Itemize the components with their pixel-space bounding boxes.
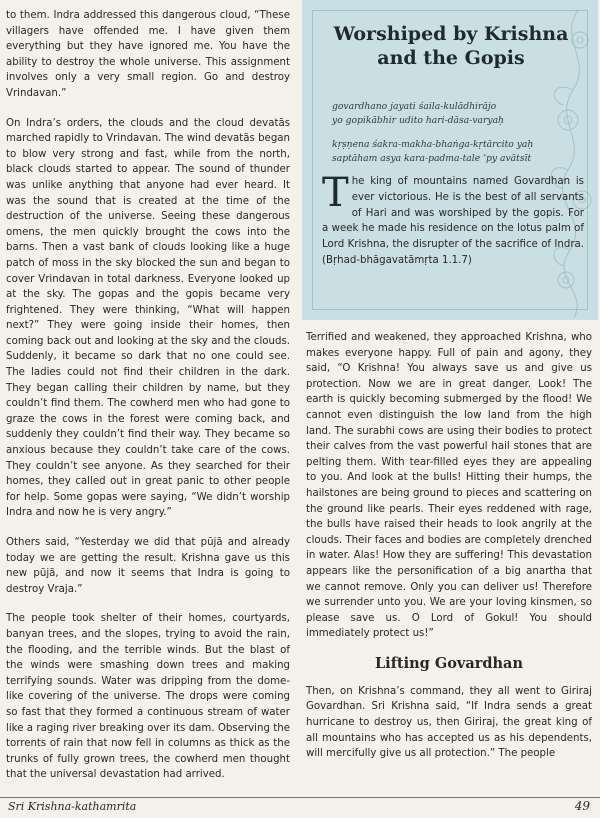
verse-line: saptāham asya kara-padma-tale ’py avātsīt: [332, 153, 532, 164]
paragraph: On Indra’s orders, the clouds and the cloud devatās marched rapidly to Vrindavan. The wind devatās began to blow very strong and fast, while from the north, black clouds started to appear. The sound of thunder was unlike anything that anyone had ever heard. It was the sound that is created at the time of the destruction of the universe. Seeing these dangerous omens, the men quickly brought the cows into the barns. Then a vast bank of clouds looking like a huge patch of moss in the sky blocked the sun and began to cover Vrindavan in total darkness. Everyone looked up at the sky. The gopas and the gopis became very frightened. They were thinking, “What will happen next?” They were going inside their homes, then coming back out and looking at the sky and the clouds. Suddenly, it became so dark that no one could see. The ladies could not find their children in the dark. They began calling their children by name, but they couldn’t find them. The cowherd men who had gone to graze the cows in the forest were coming back, and suddenly they couldn’t find their way. They became so anxious because they couldn’t take care of the cows. They couldn’t see anyone. As they searched for their homes, they called out in great panic to other people for help. Some gopas were saying, “We didn’t worship Indra and now he is very angry.”: [6, 117, 290, 519]
page-number: 49: [574, 799, 590, 813]
sidebar-title: Worshiped by Krishna and the Gopis: [333, 23, 569, 69]
sidebar-box: [302, 0, 598, 320]
paragraph: The people took shelter of their homes, courtyards, banyan trees, and the slopes, trying to avoid the rain, the flooding, and the terrible winds. But the blast of the winds were smashing down trees and making terrifying sounds. Water was dripping from the dome-like covering of the universe. The drops were coming so fast that they formed a continuous stream of water like a raging river breaking over its dam. Observing the torrents of rain that now fell in columns as thick as the trunks of fully grown trees, the cowherd men thought that the universal devastation had arrived.: [6, 613, 290, 781]
footer-divider: [0, 797, 600, 798]
page-footer: [0, 797, 600, 818]
running-title: Sri Krishna-kathamrita: [8, 800, 137, 813]
paragraph: Others said, “Yesterday we did that pūjā and already today we are getting the result. Krishna gave us this new pūjā, and now it seems that Indra is going to destroy Vraja.”: [6, 537, 290, 595]
sanskrit-verse-part1: [332, 100, 582, 128]
sanskrit-verse-part2: [332, 138, 582, 166]
translation-text: he king of mountains named Govardhan is ever victorious. He is the best of all servants of Hari and was worshiped by the gopis. For a week he made his residence on the lotus palm of Lord Krishna, the disrupter of the sacrifice of Indra. (Bṛhad-bhāgavatāmṛta 1.1.7): [322, 176, 584, 266]
right-column: [306, 330, 592, 762]
paragraph: to them. Indra addressed this dangerous cloud, “These villagers have offended me. I have given them everything but they have ignored me. You have the ability to destroy the whole universe. This assignment involves only a very small region. Go and destroy Vrindavan.”: [6, 10, 290, 99]
paragraph: Terrified and weakened, they approached Krishna, who makes everyone happy. Full of pain and agony, they said, “O Krishna! You always save us and give us protection. Now we are in great danger. Look! The earth is quickly becoming submerged by the flood! We cannot even distinguish the low land from the high land. The surabhi cows are using their bodies to protect their calves from the vast powerful hail stones that are pelting them. With tear-filled eyes they are appealing to you. And look at the bulls! Hitting their humps, the hailstones are being ground to pieces and scattering on the ground like pearls. Their eyes reddened with rage, the bulls have raised their heads to look angrily at the clouds. Their faces and bodies are completely drenched in water. Alas! How they are suffering! This devastation appears like the personification of a big anartha that we cannot remove. Only you can deliver us! Therefore we surrender unto you. We are your loving kinsmen, so please save us. O Lord of Gokul! You should immediately protect us!”: [306, 332, 592, 640]
verse-line: govardhano jayati śaila-kulādhirājo: [332, 101, 497, 112]
drop-cap: T: [322, 170, 349, 216]
verse-line: kṛṣṇena śakra-makha-bhaṅga-kṛtārcito yaḥ: [332, 139, 534, 150]
section-heading: Lifting Govardhan: [374, 654, 523, 672]
left-column: [6, 8, 290, 797]
verse-translation: [322, 170, 584, 269]
verse-line: yo gopikābhir udito hari-dāsa-varyaḥ: [332, 115, 504, 126]
paragraph: Then, on Krishna’s command, they all went to Giriraj Govardhan. Sri Krishna said, “If Indra sends a great hurricane to destroy us, then Giriraj, the great king of all mountains who has accepted us as his dependents, will mercifully give us all protection.” The people: [306, 685, 592, 760]
